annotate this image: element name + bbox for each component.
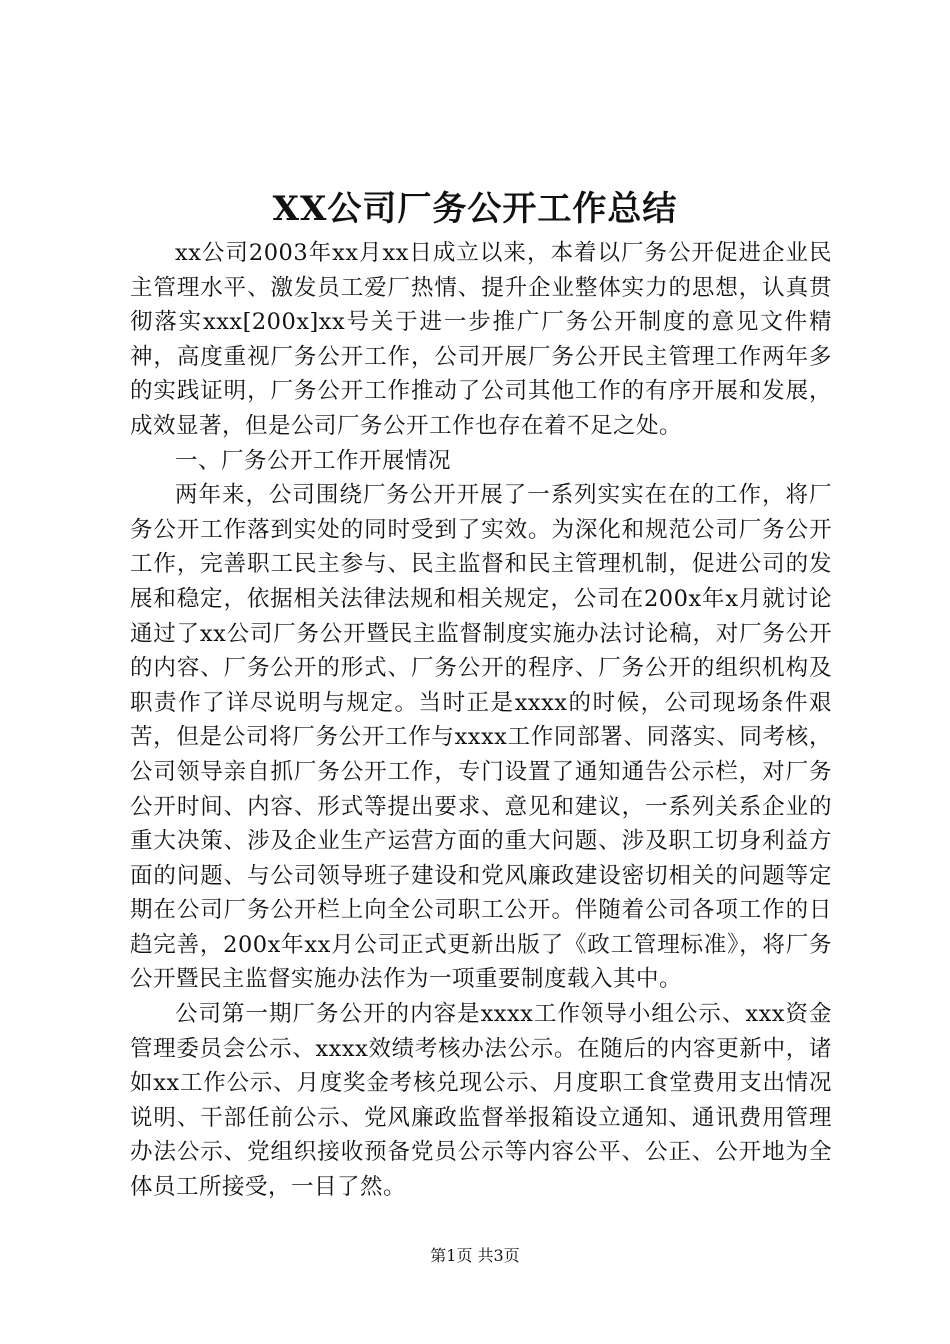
document-body [130,236,832,1205]
paragraph-section-1: 两年来，公司围绕厂务公开开展了一系列实实在在的工作，将厂务公开工作落到实处的同时受到了实效。为深化和规范公司厂务公开工作，完善职工民主参与、民主监督和民主管理机制，促进公司的发展和稳定，依据相关法律法规和相关规定，公司在200x年x月就讨论通过了xx公司厂务公开暨民主监督制度实施办法讨论稿，对厂务公开的内容、厂务公开的形式、厂务公开的程序、厂务公开的组织机构及职责作了详尽说明与规定。当时正是xxxx的时候，公司现场条件艰苦，但是公司将厂务公开工作与xxxx工作同部署、同落实、同考核，公司领导亲自抓厂务公开工作，专门设置了通知通告公示栏，对厂务公开时间、内容、形式等提出要求、意见和建议，一系列关系企业的重大决策、涉及企业生产运营方面的重大问题、涉及职工切身利益方面的问题、与公司领导班子建设和党风廉政建设密切相关的问题等定期在公司厂务公开栏上向全公司职工公开。伴随着公司各项工作的日趋完善，200x年xx月公司正式更新出版了《政工管理标准》，将厂务公开暨民主监督实施办法作为一项重要制度载入其中。 [130,482,832,993]
section-heading: 一、厂务公开工作开展情况 [175,447,452,474]
page-footer: 第1页 共3页 [430,1246,520,1265]
paragraph-section-2: 公司第一期厂务公开的内容是xxxx工作领导小组公示、xxx资金管理委员会公示、xxxx效绩考核办法公示。在随后的内容更新中，诸如xx工作公示、月度奖金考核兑现公示、月度职工食堂费用支出情况说明、干部任前公示、党风廉政监督举报箱设立通知、通讯费用管理办法公示、党组织接收预备党员公示等内容公平、公正、公开地为全体员工所接受，一目了然。 [130,1001,832,1201]
paragraph-intro: xx公司2003年xx月xx日成立以来，本着以厂务公开促进企业民主管理水平、激发员工爱厂热情、提升企业整体实力的思想，认真贯彻落实xxx[200x]xx号关于进一步推广厂务公开制度的意见文件精神，高度重视厂务公开工作，公司开展厂务公开民主管理工作两年多的实践证明，厂务公开工作推动了公司其他工作的有序开展和发展，成效显著，但是公司厂务公开工作也存在着不足之处。 [130,240,832,439]
document-title: XX公司厂务公开工作总结 [272,189,678,229]
